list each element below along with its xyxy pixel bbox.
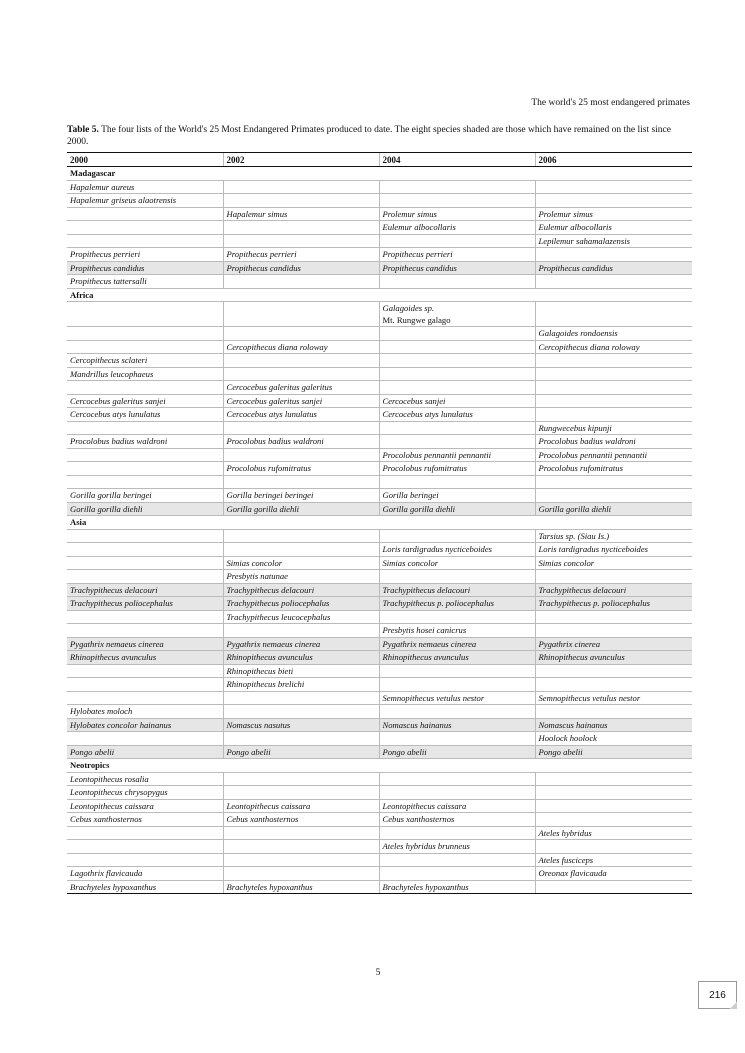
species-cell: Rhinopithecus bieti xyxy=(223,664,379,678)
table-row xyxy=(67,583,692,597)
table-row xyxy=(67,529,692,543)
species-cell xyxy=(223,826,379,840)
species-cell: Brachyteles hypoxanthus xyxy=(379,880,535,894)
table-row xyxy=(67,367,692,381)
species-cell xyxy=(223,475,379,489)
species-cell: Propithecus perrieri xyxy=(379,248,535,262)
species-cell: Cebus xanthosternos xyxy=(67,813,223,827)
species-cell: Semnopithecus vetulus nestor xyxy=(535,691,692,705)
table-row xyxy=(67,556,692,570)
species-cell xyxy=(379,381,535,395)
caption-text: The four lists of the World's 25 Most Endangered Primates produced to date. The eight species shaded are those which have remained on the list since 2000. xyxy=(67,125,671,147)
species-cell: Leontopithecus chrysopygus xyxy=(67,786,223,800)
species-cell: Rhinopithecus avunculus xyxy=(67,651,223,665)
table-row xyxy=(67,421,692,435)
region-header-row xyxy=(67,167,692,181)
species-cell: Procolobus rufomitratus xyxy=(535,462,692,476)
species-cell xyxy=(535,664,692,678)
table-row xyxy=(67,261,692,275)
species-cell xyxy=(223,194,379,208)
species-cell xyxy=(379,275,535,289)
species-cell xyxy=(535,354,692,368)
species-cell: Gorilla gorilla diehli xyxy=(67,502,223,516)
species-cell xyxy=(535,381,692,395)
species-cell xyxy=(535,786,692,800)
table-row xyxy=(67,813,692,827)
table-row xyxy=(67,651,692,665)
species-cell xyxy=(379,194,535,208)
species-cell xyxy=(535,678,692,692)
species-cell: Simias concolor xyxy=(535,556,692,570)
table-row xyxy=(67,489,692,503)
species-cell xyxy=(535,813,692,827)
table-row xyxy=(67,745,692,759)
species-cell: Gorilla gorilla diehli xyxy=(223,502,379,516)
species-cell xyxy=(535,610,692,624)
species-cell: Cercocebus atys lunulatus xyxy=(67,408,223,422)
species-cell: Procolobus badius waldroni xyxy=(223,435,379,449)
species-cell xyxy=(535,799,692,813)
species-cell: Prolemur simus xyxy=(535,207,692,221)
table-row xyxy=(67,502,692,516)
table-row xyxy=(67,340,692,354)
species-cell: Gorilla beringei beringei xyxy=(223,489,379,503)
species-cell xyxy=(379,664,535,678)
species-cell xyxy=(67,853,223,867)
header-2004: 2004 xyxy=(379,153,535,167)
species-cell: Procolobus pennantii pennantii xyxy=(379,448,535,462)
species-cell: Pongo abelii xyxy=(223,745,379,759)
species-cell xyxy=(223,327,379,341)
species-cell: Propithecus candidus xyxy=(535,261,692,275)
region-label: Madagascar xyxy=(67,167,692,181)
species-cell: Gorilla gorilla diehli xyxy=(379,502,535,516)
species-cell: Trachypithecus p. poliocephalus xyxy=(379,597,535,611)
species-cell: Brachyteles hypoxanthus xyxy=(223,880,379,894)
species-cell: Rhinopithecus avunculus xyxy=(223,651,379,665)
table-row xyxy=(67,705,692,719)
table-row xyxy=(67,194,692,208)
species-cell-line: Mt. Rungwe galago xyxy=(382,315,451,325)
species-cell xyxy=(535,705,692,719)
species-cell: Lepilemur sahamalazensis xyxy=(535,234,692,248)
region-header-row xyxy=(67,288,692,302)
species-cell: Simias concolor xyxy=(223,556,379,570)
species-cell: Pongo abelii xyxy=(535,745,692,759)
species-cell: Propithecus tattersalli xyxy=(67,275,223,289)
table-row xyxy=(67,207,692,221)
species-cell xyxy=(223,180,379,194)
species-cell: Ateles hybridus xyxy=(535,826,692,840)
table-row xyxy=(67,718,692,732)
table-row xyxy=(67,786,692,800)
species-cell xyxy=(535,367,692,381)
species-cell xyxy=(535,275,692,289)
species-cell xyxy=(223,786,379,800)
species-cell xyxy=(379,732,535,746)
species-cell xyxy=(67,691,223,705)
species-cell xyxy=(223,354,379,368)
species-cell xyxy=(223,772,379,786)
species-cell: Trachypithecus poliocephalus xyxy=(223,597,379,611)
species-cell xyxy=(535,624,692,638)
species-cell xyxy=(379,367,535,381)
species-cell xyxy=(379,421,535,435)
endangered-primates-table xyxy=(67,152,692,894)
species-cell xyxy=(379,867,535,881)
species-cell: Lagothrix flavicauda xyxy=(67,867,223,881)
species-cell: Rhinopithecus avunculus xyxy=(535,651,692,665)
species-cell xyxy=(223,421,379,435)
species-cell: Loris tardigradus nycticeboides xyxy=(535,543,692,557)
species-cell: Loris tardigradus nycticeboides xyxy=(379,543,535,557)
page-corner-label: 216 xyxy=(698,981,737,1009)
species-cell: Procolobus badius waldroni xyxy=(535,435,692,449)
species-cell: Pongo abelii xyxy=(379,745,535,759)
table-row xyxy=(67,840,692,854)
running-head: The world's 25 most endangered primates xyxy=(531,98,690,108)
species-cell: Leontopithecus rosalia xyxy=(67,772,223,786)
table-row xyxy=(67,732,692,746)
species-cell: Ateles fusciceps xyxy=(535,853,692,867)
species-cell: Nomascus nasutus xyxy=(223,718,379,732)
species-cell xyxy=(379,570,535,584)
header-2000: 2000 xyxy=(67,153,223,167)
species-cell xyxy=(379,610,535,624)
table-row xyxy=(67,221,692,235)
species-cell xyxy=(535,880,692,894)
region-header-row xyxy=(67,516,692,530)
species-cell xyxy=(67,678,223,692)
species-cell: Trachypithecus delacouri xyxy=(535,583,692,597)
table-row xyxy=(67,248,692,262)
species-cell: Propithecus perrieri xyxy=(67,248,223,262)
species-cell xyxy=(223,691,379,705)
species-cell: Hylobates moloch xyxy=(67,705,223,719)
species-cell xyxy=(223,448,379,462)
species-cell xyxy=(379,678,535,692)
species-cell xyxy=(67,327,223,341)
table-row xyxy=(67,664,692,678)
species-cell: Eulemur albocollaris xyxy=(379,221,535,235)
species-cell: Propithecus candidus xyxy=(67,261,223,275)
species-cell xyxy=(379,475,535,489)
species-cell xyxy=(67,529,223,543)
species-cell xyxy=(379,529,535,543)
species-cell: Presbytis natunae xyxy=(223,570,379,584)
species-cell: Hapalemur aureus xyxy=(67,180,223,194)
species-cell xyxy=(67,234,223,248)
table-body xyxy=(67,167,692,894)
species-cell: Cebus xanthosternos xyxy=(379,813,535,827)
species-cell: Trachypithecus poliocephalus xyxy=(67,597,223,611)
species-cell: Cercocebus atys lunulatus xyxy=(223,408,379,422)
species-cell: Cercopithecus sclateri xyxy=(67,354,223,368)
table-row xyxy=(67,826,692,840)
species-cell xyxy=(67,826,223,840)
species-cell: Cercocebus galeritus sanjei xyxy=(67,394,223,408)
species-cell xyxy=(67,624,223,638)
species-cell: Trachypithecus delacouri xyxy=(379,583,535,597)
species-cell xyxy=(379,772,535,786)
species-cell: Procolobus rufomitratus xyxy=(379,462,535,476)
species-cell xyxy=(223,624,379,638)
table-row xyxy=(67,435,692,449)
species-cell xyxy=(67,543,223,557)
species-cell xyxy=(223,867,379,881)
species-cell: Brachyteles hypoxanthus xyxy=(67,880,223,894)
species-cell: Rhinopithecus avunculus xyxy=(379,651,535,665)
species-cell: Procolobus badius waldroni xyxy=(67,435,223,449)
species-cell xyxy=(535,840,692,854)
species-cell xyxy=(67,340,223,354)
table-caption xyxy=(67,124,692,148)
species-cell-line: Galagoides sp. xyxy=(382,303,435,313)
table-header-row xyxy=(67,153,692,167)
species-cell xyxy=(223,234,379,248)
species-cell: Pygathrix cinerea xyxy=(535,637,692,651)
species-cell xyxy=(379,340,535,354)
species-cell xyxy=(535,475,692,489)
species-cell: Propithecus candidus xyxy=(379,261,535,275)
species-cell xyxy=(535,408,692,422)
species-cell: Procolobus pennantii pennantii xyxy=(535,448,692,462)
header-2006: 2006 xyxy=(535,153,692,167)
table-row xyxy=(67,597,692,611)
species-cell: Propithecus candidus xyxy=(223,261,379,275)
species-cell xyxy=(223,529,379,543)
species-cell: Trachypithecus delacouri xyxy=(223,583,379,597)
species-cell xyxy=(67,475,223,489)
species-cell: Pygathrix nemaeus cinerea xyxy=(67,637,223,651)
species-cell xyxy=(67,610,223,624)
species-cell: Leontopithecus caissara xyxy=(67,799,223,813)
table-row xyxy=(67,637,692,651)
species-cell: Propithecus perrieri xyxy=(223,248,379,262)
species-cell xyxy=(223,275,379,289)
species-cell: Ateles hybridus brunneus xyxy=(379,840,535,854)
species-cell xyxy=(535,570,692,584)
header-2002: 2002 xyxy=(223,153,379,167)
species-cell: Pygathrix nemaeus cinerea xyxy=(223,637,379,651)
table-row xyxy=(67,691,692,705)
species-cell xyxy=(67,570,223,584)
region-header-row xyxy=(67,759,692,773)
species-cell xyxy=(379,234,535,248)
species-cell: Hapalemur simus xyxy=(223,207,379,221)
species-cell xyxy=(535,248,692,262)
species-cell: Pongo abelii xyxy=(67,745,223,759)
species-cell xyxy=(223,302,379,327)
species-cell: Cercocebus galeritus galeritus xyxy=(223,381,379,395)
species-cell xyxy=(67,732,223,746)
species-cell xyxy=(535,180,692,194)
species-cell xyxy=(223,732,379,746)
species-cell xyxy=(379,786,535,800)
species-cell xyxy=(535,394,692,408)
region-label: Neotropics xyxy=(67,759,692,773)
species-cell: Cercocebus galeritus sanjei xyxy=(223,394,379,408)
species-cell: Nomascus hainanus xyxy=(535,718,692,732)
table-row xyxy=(67,799,692,813)
species-cell xyxy=(223,221,379,235)
region-label: Asia xyxy=(67,516,692,530)
species-cell: Mandrillus leucophaeus xyxy=(67,367,223,381)
species-cell: Galagoides rondoensis xyxy=(535,327,692,341)
species-cell: Leontopithecus caissara xyxy=(379,799,535,813)
species-cell: Oreonax flavicauda xyxy=(535,867,692,881)
species-cell: Trachypithecus delacouri xyxy=(67,583,223,597)
species-cell xyxy=(223,853,379,867)
species-cell xyxy=(67,302,223,327)
caption-label: Table 5. xyxy=(67,125,99,135)
species-cell xyxy=(535,302,692,327)
table-row xyxy=(67,880,692,894)
table-row xyxy=(67,275,692,289)
species-cell: Eulemur albocollaris xyxy=(535,221,692,235)
table-row xyxy=(67,570,692,584)
table-row xyxy=(67,543,692,557)
table-row xyxy=(67,180,692,194)
species-cell: Prolemur simus xyxy=(379,207,535,221)
species-cell xyxy=(67,207,223,221)
species-cell: Cebus xanthosternos xyxy=(223,813,379,827)
species-cell xyxy=(67,840,223,854)
species-cell xyxy=(379,826,535,840)
species-cell xyxy=(535,194,692,208)
species-cell xyxy=(223,543,379,557)
region-label: Africa xyxy=(67,288,692,302)
species-cell: Nomascus hainanus xyxy=(379,718,535,732)
species-cell: Simias concolor xyxy=(379,556,535,570)
species-cell xyxy=(67,462,223,476)
species-cell xyxy=(67,421,223,435)
species-cell xyxy=(379,180,535,194)
species-cell: Procolobus rufomitratus xyxy=(223,462,379,476)
species-cell xyxy=(223,705,379,719)
species-cell: Gorilla gorilla diehli xyxy=(535,502,692,516)
table-row xyxy=(67,462,692,476)
species-cell: Presbytis hosei canicrus xyxy=(379,624,535,638)
table-row xyxy=(67,610,692,624)
species-cell xyxy=(535,772,692,786)
species-cell: Cercopithecus diana roloway xyxy=(223,340,379,354)
species-cell: Trachypithecus leucocephalus xyxy=(223,610,379,624)
species-cell xyxy=(223,367,379,381)
table-row xyxy=(67,408,692,422)
species-cell xyxy=(67,556,223,570)
species-cell: Trachypithecus p. poliocephalus xyxy=(535,597,692,611)
species-cell: Cercocebus sanjei xyxy=(379,394,535,408)
species-cell: Cercopithecus diana roloway xyxy=(535,340,692,354)
species-cell: Tarsius sp. (Siau Is.) xyxy=(535,529,692,543)
species-cell xyxy=(67,221,223,235)
table-row xyxy=(67,448,692,462)
table-row xyxy=(67,381,692,395)
species-cell: Gorilla gorilla beringei xyxy=(67,489,223,503)
species-cell xyxy=(535,489,692,503)
species-cell xyxy=(67,448,223,462)
species-cell xyxy=(223,840,379,854)
species-cell xyxy=(379,354,535,368)
table-row xyxy=(67,234,692,248)
species-cell: Hapalemur griseus alaotrensis xyxy=(67,194,223,208)
species-cell xyxy=(379,705,535,719)
species-cell xyxy=(379,327,535,341)
species-cell: Pygathrix nemaeus cinerea xyxy=(379,637,535,651)
table-row xyxy=(67,853,692,867)
species-cell: Semnopithecus vetulus nestor xyxy=(379,691,535,705)
species-cell xyxy=(379,853,535,867)
species-cell: Cercocebus atys lunulatus xyxy=(379,408,535,422)
table-row xyxy=(67,475,692,489)
table-row xyxy=(67,624,692,638)
table-row xyxy=(67,354,692,368)
species-cell: Hylobates concolor hainanus xyxy=(67,718,223,732)
species-cell xyxy=(67,381,223,395)
table-row xyxy=(67,327,692,341)
table-row xyxy=(67,394,692,408)
species-cell xyxy=(67,664,223,678)
species-cell: Leontopithecus caissara xyxy=(223,799,379,813)
table-row xyxy=(67,678,692,692)
table-row xyxy=(67,302,692,327)
species-cell: Rungwecebus kipunji xyxy=(535,421,692,435)
page-number: 5 xyxy=(375,968,381,978)
species-cell xyxy=(379,435,535,449)
species-cell: Gorilla beringei xyxy=(379,489,535,503)
species-cell: Hoolock hoolock xyxy=(535,732,692,746)
species-cell: Rhinopithecus brelichi xyxy=(223,678,379,692)
table-row xyxy=(67,772,692,786)
table-row xyxy=(67,867,692,881)
species-cell xyxy=(379,302,535,327)
